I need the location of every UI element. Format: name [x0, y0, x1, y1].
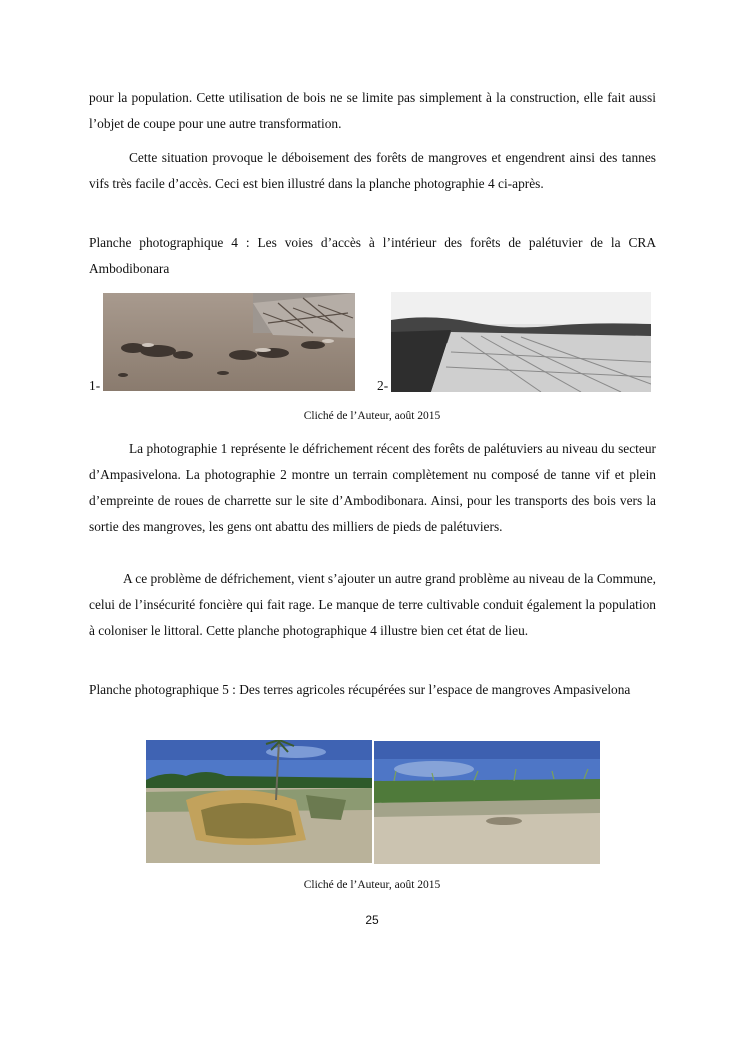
- photo-1-cleared-mangrove: [103, 293, 355, 391]
- plate-4-title: Planche photographique 4 : Les voies d’accès à l’intérieur des forêts de palétuvier de la CRA Ambodibonara: [89, 235, 656, 276]
- page-number: 25: [365, 913, 379, 927]
- paragraph-2: Cette situation provoque le déboisement des forêts de mangroves et engendrent ainsi des tannes vifs très facile d’accès. Ceci est bien illustré dans la planche photographie 4 ci-après.: [89, 150, 656, 191]
- paragraph-4: La photographie 1 représente le défrichement récent des forêts de palétuviers au niveau du secteur d’Ampasivelona. La photographie 2 montre un terrain complètement nu composé de tanne vif et plein d’empreinte de roues de charrette sur le site d’Ambodibonara. Ainsi, pour les transports des bois vers la sortie des mangroves, les gens ont abattu des milliers de pieds de palétuviers.: [89, 441, 656, 534]
- plate-5-title: Planche photographique 5 : Des terres agricoles récupérées sur l’espace de mangroves Ampasivelona: [89, 682, 631, 697]
- plate-5-caption: Cliché de l’Auteur, août 2015: [303, 879, 441, 891]
- paragraph-1: pour la population. Cette utilisation de bois ne se limite pas simplement à la construction, elle fait aussi l’objet de coupe pour une autre transformation.: [89, 90, 656, 131]
- photo-3-agricultural-land: [146, 740, 372, 863]
- photo-4-recovered-land: [374, 741, 600, 864]
- plate-4-caption: Cliché de l’Auteur, août 2015: [303, 410, 441, 422]
- photo-2-bare-tanne: [391, 292, 651, 392]
- photo-2-label: 2-: [377, 378, 389, 393]
- paragraph-5: A ce problème de défrichement, vient s’ajouter un autre grand problème au niveau de la Commune, celui de l’insécurité foncière qui fait rage. Le manque de terre cultivable conduit également la population à coloniser le littoral. Cette planche photographique 4 illustre bien cet état de lieu.: [89, 571, 656, 638]
- photo-1-label: 1-: [89, 378, 101, 393]
